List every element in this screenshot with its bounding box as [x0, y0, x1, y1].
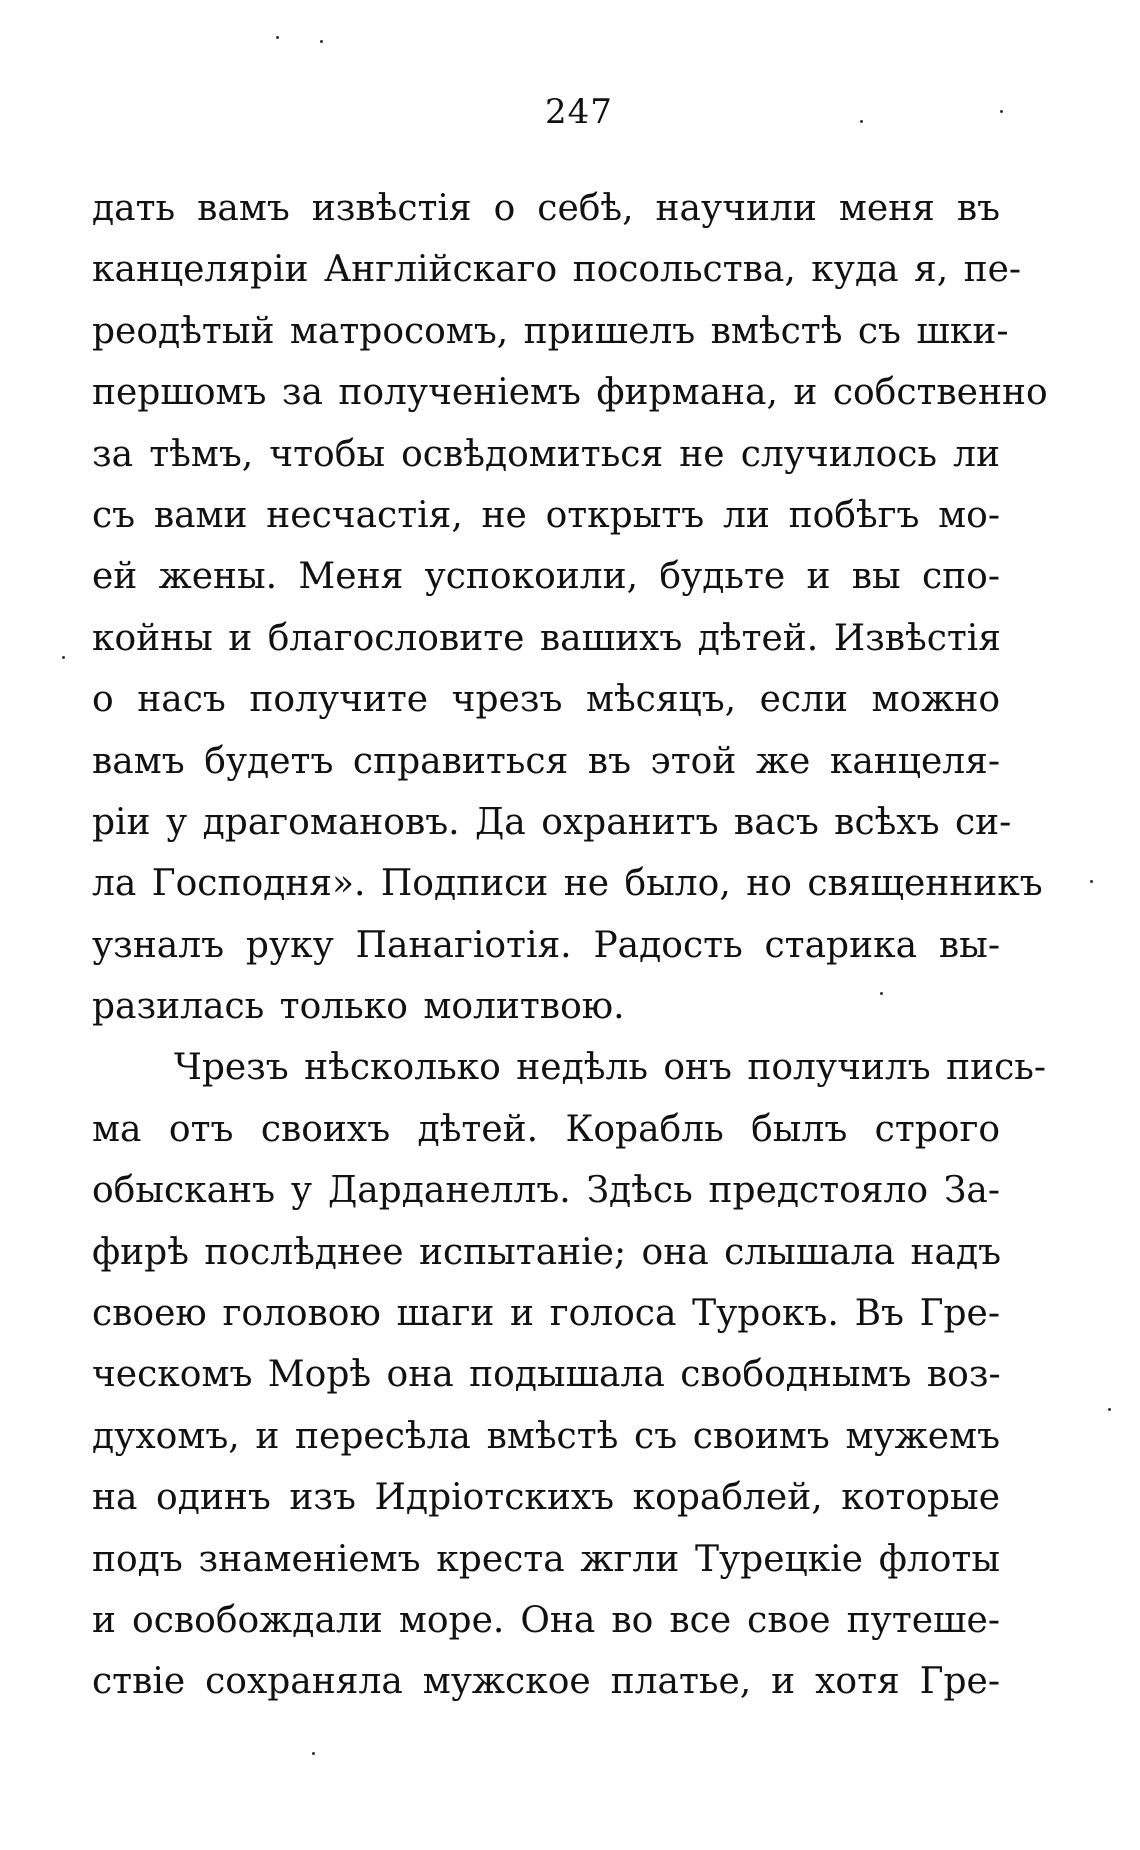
- scan-speck: [276, 36, 279, 39]
- text-line: дать вамъ извѣстія о себѣ, научили меня въ: [92, 188, 1000, 229]
- text-line: о насъ получите чрезъ мѣсяцъ, если можно: [92, 679, 1000, 721]
- text-line-paragraph-start: Чрезъ нѣсколько недѣль онъ получилъ пись-: [174, 1047, 1047, 1089]
- text-line: вамъ будетъ справиться въ этой же канцеля-: [92, 740, 1000, 782]
- text-line: ма отъ своихъ дѣтей. Корабль былъ строго: [92, 1108, 1000, 1150]
- scan-speck: [860, 120, 863, 123]
- scan-speck: [312, 1752, 315, 1755]
- text-line: за тѣмъ, чтобы освѣдомиться не случилось ли: [92, 433, 1000, 475]
- scan-speck: [1108, 1408, 1111, 1411]
- scan-speck: [1000, 110, 1003, 113]
- text-line: обысканъ у Дарданеллъ. Здѣсь предстояло За-: [92, 1170, 1000, 1212]
- text-line: ла Господня». Подписи не было, но священникъ: [92, 863, 1043, 905]
- text-line: першомъ за полученіемъ фирмана, и собственно: [92, 372, 1048, 414]
- text-line: ствіе сохраняла мужское платье, и хотя Гре-: [92, 1661, 1000, 1703]
- scan-speck: [320, 40, 323, 43]
- body-text: [92, 178, 1048, 1713]
- text-line: и освобождали море. Она во все свое путеше-: [92, 1599, 1000, 1641]
- text-line: койны и благословите вашихъ дѣтей. Извѣстія: [92, 617, 1001, 659]
- text-line: узналъ руку Панагіотія. Радость старика вы-: [92, 924, 1000, 966]
- text-line: съ вами несчастія, не открытъ ли побѣгъ мо-: [92, 494, 1000, 536]
- text-line: ей жены. Меня успокоили, будьте и вы спо-: [92, 556, 1000, 598]
- text-line: на одинъ изъ Идріотскихъ кораблей, которые: [92, 1477, 1000, 1519]
- text-line: подъ знаменіемъ креста жгли Турецкіе флоты: [92, 1538, 1000, 1580]
- text-line: ріи у драгомановъ. Да охранитъ васъ всѣхъ си-: [92, 801, 1012, 843]
- text-line: духомъ, и пересѣла вмѣстѣ съ своимъ мужемъ: [92, 1415, 1000, 1457]
- text-line: канцеляріи Англійскаго посольства, куда я, пе-: [92, 249, 1022, 291]
- scan-speck: [1090, 880, 1093, 883]
- text-line-paragraph-end: разилась только молитвою.: [92, 986, 625, 1028]
- text-line: ческомъ Морѣ она подышала свободнымъ воз-: [92, 1354, 1001, 1396]
- scan-speck: [62, 656, 65, 659]
- scan-speck: [880, 992, 883, 995]
- text-line: своею головою шаги и голоса Турокъ. Въ Гре-: [92, 1293, 1000, 1335]
- text-line: фирѣ послѣднее испытаніе; она слышала надъ: [92, 1231, 1002, 1273]
- page-number: 247: [545, 92, 613, 132]
- text-line: реодѣтый матросомъ, пришелъ вмѣстѣ съ шки-: [92, 310, 1009, 352]
